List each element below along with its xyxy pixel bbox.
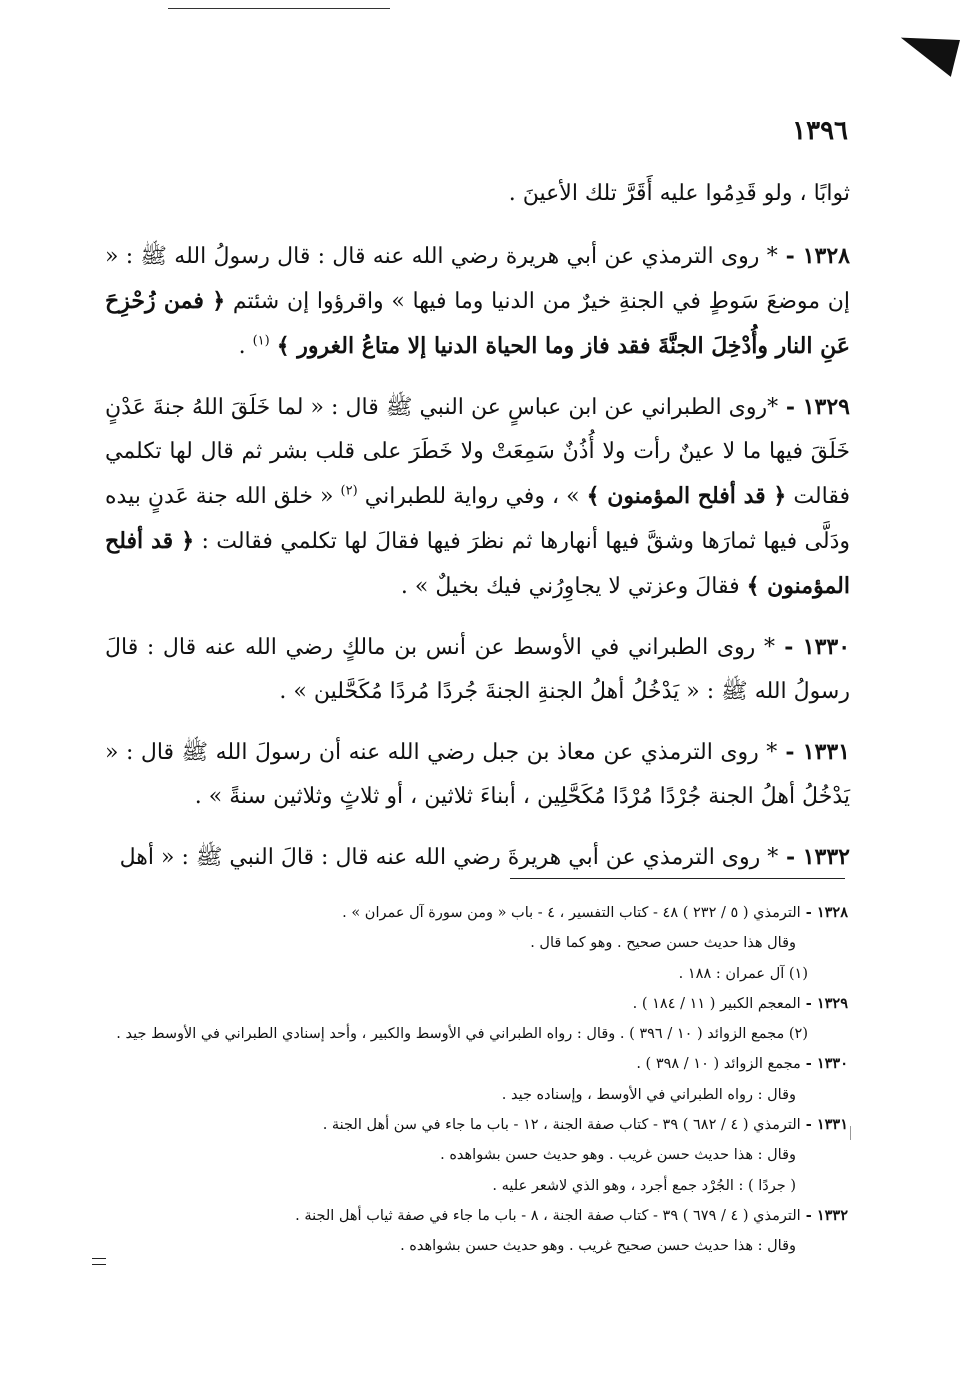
quran-verse: ﴿ قد أفلح المؤمنون ﴾ [586,483,787,509]
hadith-number: ١٣٢٨ - [777,243,850,269]
footnote-ref[interactable]: (٢) [340,483,358,499]
footnote-text: (٢) مجمع الزوائد ( ١٠ / ٣٩٦ ) . وقال : رواه الطبراني في الأوسط والكبير ، وأحد إسنادي الطبراني في الأوسط جيد . [116,1026,808,1043]
margin-double-dash [92,1258,106,1265]
footnote-separator [510,878,845,879]
footnotes [110,898,848,1262]
hadith-number: ١٣٢٩ - [778,394,850,420]
paragraph-intro [105,172,850,216]
paragraph-hadith-1332 [105,835,850,880]
paragraph-text: « خلق الله جنة عَدنٍ بيده ودَلَّى فيها ثمارَها وشقَّ فيها أنهارها ثم نظرَ فيها فقالَ لها تكلمي فقالت : [105,484,850,554]
footnote-line [110,1019,848,1049]
footnote-number: ١٣٣٠ - [800,1055,848,1073]
footnote-line [110,1049,848,1079]
paragraph-text: ثوابًا ، ولو قَدِمُوا عليه أَقَرَّ تلك الأعينَ . [508,181,850,206]
paragraph-hadith-1328 [105,234,850,369]
footnote-ref[interactable]: (١) [252,333,270,349]
footnote-text: المعجم الكبير ( ١١ / ١٨٤ ) . [632,995,801,1012]
footnote-line [110,1110,848,1140]
footnote-text: وقال : هذا حديث حسن صحيح غريب . وهو حديث حسن بشواهده . [400,1238,796,1255]
top-rule [168,8,390,9]
footnote-text: (١) آل عمران : ١٨٨ . [678,965,808,982]
corner-scan-mark [895,26,960,77]
paragraph-tail: فقالَ وعزتي لا يجاوِرُني فيك بخيلٌ » . [400,574,747,599]
footnote-number: ١٣٣١ - [800,1116,848,1134]
main-text [105,172,850,896]
paragraph-text: *روى الطبراني عن ابن عباسٍ عن النبي ﷺ قال : « لما خَلَقَ اللهُ جنةَ عَدْنٍ خَلَقَ فيها ما لا عينٌ رأت ولا أُذُنٌ سَمِعَتْ ولا خَطَرَ على قلب بشر ثم قال لها تكلمي فقالت [105,395,850,509]
paragraph-hadith-1331 [105,730,850,819]
hadith-number: ١٣٣٢ - [778,844,850,870]
footnote-text: الترمذي ( ٤ / ٦٧٩ ) ٣٩ - كتاب صفة الجنة ، ٨ - باب ما جاء في صفة ثياب أهل الجنة . [295,1207,801,1224]
footnote-line [110,1140,848,1170]
footnote-text: مجمع الزوائد ( ١٠ / ٣٩٨ ) . [636,1056,801,1073]
footnote-line [110,959,848,989]
footnote-line [110,898,848,928]
footnote-text: الترمذي ( ٤ / ٦٨٢ ) ٣٩ - كتاب صفة الجنة ، ١٢ - باب ما جاء في سن أهل الجنة . [322,1117,801,1134]
paragraph-text: » ، وفي رواية للطبراني [357,484,587,509]
paragraph-text: * روى الطبراني في الأوسط عن أنس بن مالكٍ رضي الله عنه قال : قالَ رسولُ الله ﷺ : « يَدْخُلُ أهلُ الجنةِ الجنةَ جُردًا مُردًا مُكَحَّلين » . [105,635,850,704]
paragraph-text: * روى الترمذي عن أبي هريرة رضي الله عنه قال : قال رسولُ الله ﷺ : « إن موضعَ سَوطٍ في الجنةِ خيرٌ من الدنيا وما فيها » واقرؤوا إن شئتم [105,244,850,314]
footnote-line [110,1201,848,1231]
hadith-number: ١٣٣١ - [777,739,850,765]
footnote-number: ١٣٣٢ - [800,1206,848,1224]
footnote-line [110,928,848,958]
paragraph-hadith-1330 [105,625,850,714]
footnote-text: ( جردًا ) : الجُرْد جمع أجرد ، وهو الذي لاشعر عليه . [492,1177,796,1194]
hadith-number: ١٣٣٠ - [774,634,851,660]
paragraph-text: * روى الترمذي عن معاذ بن جبل رضي الله عنه أن رسولَ الله ﷺ قال : « يَدْخُلُ أهلُ الجنة جُرْدًا مُرْدًا مُكَحَّلِين ، أبناءَ ثلاثين ، أو ثلاثٍ وثلاثين سنةً » . [105,740,850,809]
footnote-line [110,1231,848,1261]
footnote-text: وقال هذا حديث حسن صحيح . وهو كما قال . [530,935,796,952]
paragraph-hadith-1329 [105,385,850,609]
margin-tick [850,1126,851,1140]
footnote-text: الترمذي ( ٥ / ٢٣٢ ) ٤٨ - كتاب التفسير ، ٤ - باب « ومن سورة آل عمران » . [342,905,801,921]
paragraph-text: * روى الترمذي عن أبي هريرةَ رضي الله عنه قال : قالَ النبي ﷺ : « أهل [119,845,779,870]
quran-verse: ﴿ فمن زُحْزِحَ عَنِ النار وأُدْخِلَ الجنَّةَ فقد فاز وما الحياة الدنيا إلا متاعُ الغرور ﴾ [105,288,850,359]
quran-verse: ﴿ قد أفلح المؤمنون ﴾ [105,528,850,599]
footnote-line [110,1171,848,1201]
page-number: ١٣٩٦ [792,116,848,146]
footnote-number: ١٣٢٩ - [800,994,848,1012]
footnote-line [110,1080,848,1110]
footnote-text: وقال : هذا حديث حسن غريب . وهو حديث حسن بشواهده . [440,1147,796,1164]
paragraph-tail: . [238,334,253,359]
footnote-number: ١٣٢٨ - [800,904,848,921]
footnote-text: وقال : رواه الطبراني في الأوسط ، وإسناده جيد . [501,1086,796,1103]
footnote-line [110,989,848,1019]
